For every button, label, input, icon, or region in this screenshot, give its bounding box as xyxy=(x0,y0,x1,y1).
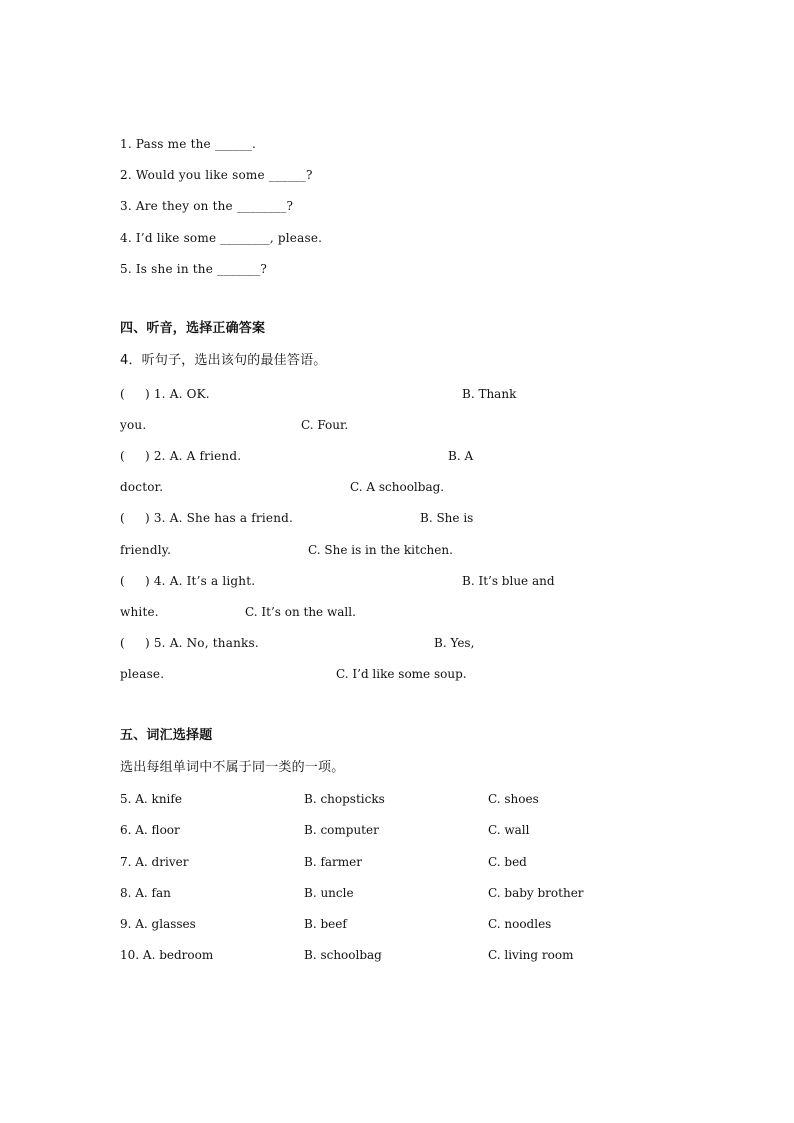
fill-blank-line: 4. I’d like some ________, please. xyxy=(120,231,323,245)
question-line: ( ) 5. A. No, thanks. xyxy=(120,636,259,650)
question-line: ( ) 1. A. OK. xyxy=(120,387,210,401)
option-text: C. A schoolbag. xyxy=(350,480,445,494)
option-text: B. Yes, xyxy=(434,636,475,650)
section-4-instruction: 4．听句子，选出该句的最佳答语。 xyxy=(120,353,327,368)
question-line: white. xyxy=(120,605,159,619)
question-line: friendly. xyxy=(120,543,172,557)
option-c: C. living room xyxy=(488,948,574,962)
option-c: C. wall xyxy=(488,823,530,837)
option-text: B. A xyxy=(448,449,474,463)
option-c: C. bed xyxy=(488,855,527,869)
option-b: B. chopsticks xyxy=(304,792,385,806)
option-c: C. shoes xyxy=(488,792,539,806)
option-text: B. Thank xyxy=(462,387,517,401)
section-5-title: 五、词汇选择题 xyxy=(120,728,213,743)
question-line: ( ) 3. A. She has a friend. xyxy=(120,511,294,525)
option-c: C. noodles xyxy=(488,917,552,931)
question-line: ( ) 4. A. It’s a light. xyxy=(120,574,256,588)
option-text: C. Four. xyxy=(301,418,349,432)
option-text: B. It’s blue and xyxy=(462,574,555,588)
option-a: 5. A. knife xyxy=(120,792,182,806)
option-text: C. She is in the kitchen. xyxy=(308,543,453,557)
option-a: 7. A. driver xyxy=(120,855,189,869)
option-a: 9. A. glasses xyxy=(120,917,196,931)
option-b: B. beef xyxy=(304,917,347,931)
fill-blank-line: 2. Would you like some ______? xyxy=(120,168,313,182)
question-line: please. xyxy=(120,667,165,681)
option-c: C. baby brother xyxy=(488,886,584,900)
option-a: 8. A. fan xyxy=(120,886,171,900)
option-text: B. She is xyxy=(420,511,474,525)
option-a: 10. A. bedroom xyxy=(120,948,214,962)
option-a: 6. A. floor xyxy=(120,823,180,837)
fill-blank-line: 5. Is she in the _______? xyxy=(120,262,268,276)
option-b: B. computer xyxy=(304,823,379,837)
option-b: B. farmer xyxy=(304,855,362,869)
question-line: you. xyxy=(120,418,147,432)
question-line: doctor. xyxy=(120,480,164,494)
option-b: B. schoolbag xyxy=(304,948,382,962)
section-5-instruction: 选出每组单词中不属于同一类的一项。 xyxy=(120,760,345,775)
fill-blank-line: 1. Pass me the ______. xyxy=(120,137,257,151)
section-4-title: 四、听音，选择正确答案 xyxy=(120,321,266,336)
option-text: C. I’d like some soup. xyxy=(336,667,467,681)
fill-blank-line: 3. Are they on the ________? xyxy=(120,199,294,213)
option-b: B. uncle xyxy=(304,886,354,900)
question-line: ( ) 2. A. A friend. xyxy=(120,449,242,463)
option-text: C. It’s on the wall. xyxy=(245,605,356,619)
